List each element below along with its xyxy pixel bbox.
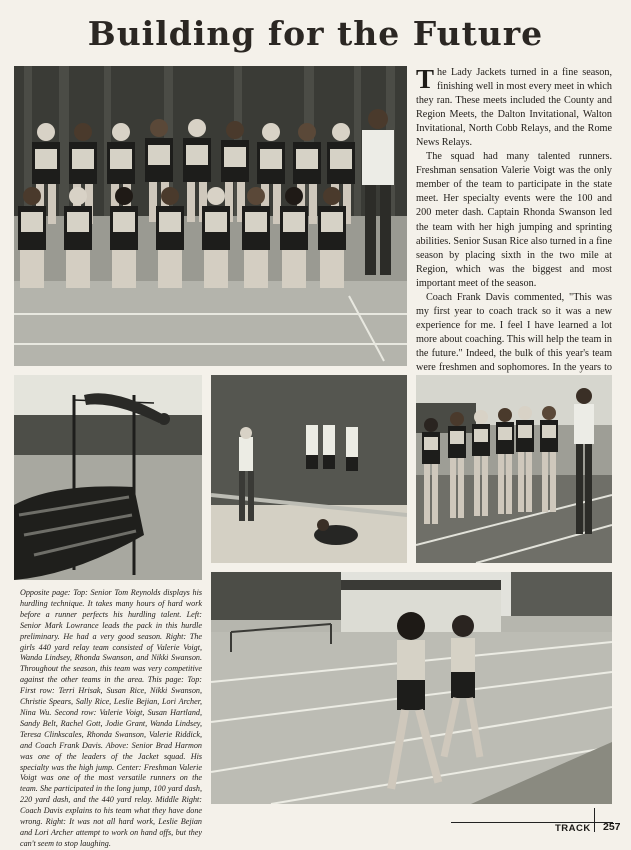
story-text	[416, 66, 612, 417]
high-jump-photo	[14, 375, 202, 580]
story-paragraph-2: The squad had many talented runners. Freshman sensation Valerie Voigt was the only member of the team to participate in the state meet. Her specialty events were the 100 and 200 meter dash. Captain Rhonda Swanson led the team with her high jumping and sprinting abilities. Senior Susan Rice also turned in a fine season by placing sixth in the two mile at Region, which was the biggest and most important meet of the season.	[416, 151, 612, 289]
story-paragraph-3: Coach Frank Davis commented, "This was my first year to coach track so it was a new experience for me. I feel I have learned a lot more about coaching. This will help the team in the future." Indeed, the bulk of this year's team were freshmen and sophomores. In the years to	[416, 291, 612, 373]
page-title: Building for the Future	[87, 14, 544, 53]
coach-talk-photo	[416, 375, 612, 563]
footer-divider	[594, 808, 595, 832]
caption-text: Opposite page: Top: Senior Tom Reynolds displays his hurdling technique. It takes many hours of hard work before a runner perfects his hurdling talent. Left: Senior Mark Lowrance leads the pack in this hurdle preliminary. He had a very good season. Right: The girls 440 yard relay team consisted of Valerie Voigt, Wanda Lindsey, Rhonda Swanson, and Nikki Swanson. Throughout the season, this team was very competitive against the other teams in the area. This page: Top: First row: Terri Hrisak, Susan Rice, Nikki Swanson, Christie Spears, Sally Rice, Leslie Bejian, Lori Archer, Nina Wu. Second row: Valerie Voigt, Susan Hartland, Sandy Belt, Rachel Gott, Jodie Grant, Wanda Lindsey, Teresa Clinkscales, Rhonda Swanson, Valerie Riddick, and Coach Frank Davis. Above: Senior Brad Harmon was one of the leaders of the Jacket squad. His specialty was the high jump. Center: Freshman Valerie Voigt was one of the most versatile runners on the team. She participated in the long jump, 100 yard dash, 220 yard dash, and the 440 yard relay. Middle Right: Coach Davis explains to his team what they have done wrong. Right: It was not all hard work, Leslie Bejian and Lori Archer attempt to work on hand offs, but they can't seem to stop laughing.	[20, 588, 202, 848]
page-number: 257	[603, 821, 621, 833]
relay-handoff-photo	[211, 572, 612, 804]
section-label: TRACK	[555, 823, 591, 834]
story-paragraph-1: he Lady Jackets turned in a fine season, finishing well in most every meet in which they ran. These meets included the County and Region Meets, the Dalton Invitational, Walton Invitational, North Cobb Relays, and the Rome News Relays.	[416, 67, 612, 149]
long-jump-photo	[211, 375, 407, 563]
photo-caption	[20, 588, 202, 850]
team-photo	[14, 66, 407, 366]
drop-cap: T	[416, 64, 435, 94]
